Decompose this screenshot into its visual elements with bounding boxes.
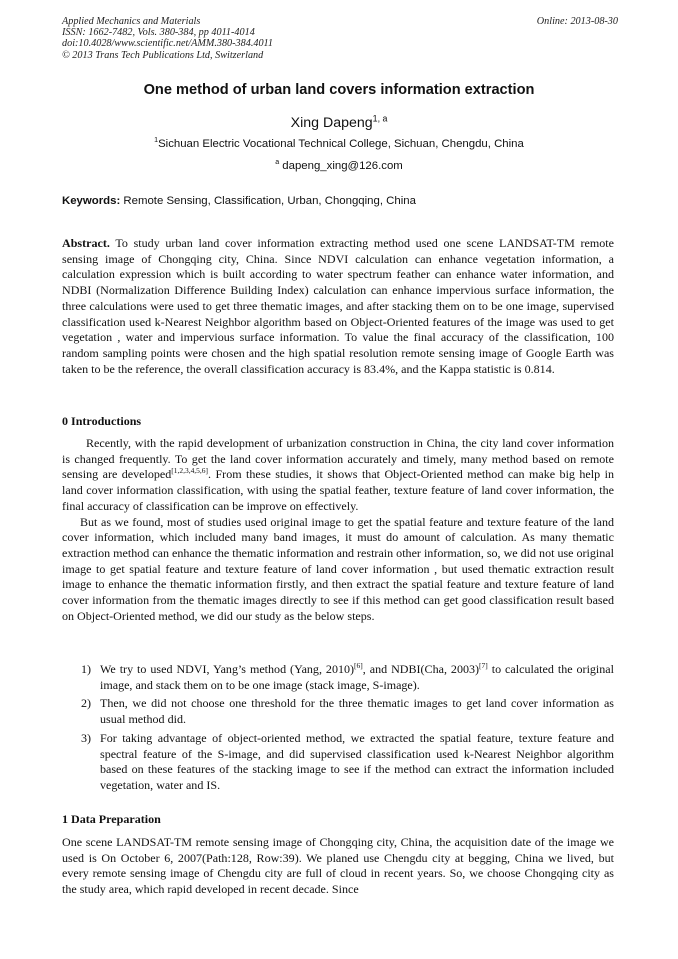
- affiliation-sup: 1: [154, 137, 159, 145]
- abstract: [62, 236, 614, 377]
- list-item-text: Then, we did not choose one threshold for the three thematic images to get land cover information as usual method did.: [100, 696, 614, 727]
- issn-line: ISSN: 1662-7482, Vols. 380-384, pp 4011-4014: [62, 27, 255, 39]
- list-item: [62, 662, 614, 693]
- journal-header: [62, 16, 618, 61]
- list-item-text: For taking advantage of object-oriented method, we extracted the spatial feature, texture feature and spectral feature of the S-image, and did supervised classification used k-Nearest Neighbor algorithm based on these features of the stacking image to see if the method can extract the information included vegetation, water and IS.: [100, 730, 614, 792]
- steps-list: [62, 662, 614, 797]
- intro-p1-ref: [1,2,3,4,5,6]: [171, 466, 208, 476]
- list-item-text: [100, 662, 614, 693]
- abstract-label: Abstract.: [62, 236, 110, 250]
- doi-line: doi:10.4028/www.scientific.net/AMM.380-384.4011: [62, 38, 273, 50]
- author-line: [62, 115, 616, 131]
- journal-name: Applied Mechanics and Materials: [62, 16, 201, 27]
- list-item-text-part: We try to used NDVI, Yang’s method (Yang, 2010): [100, 662, 355, 676]
- affiliation-text: Sichuan Electric Vocational Technical College, Sichuan, Chengdu, China: [158, 138, 524, 150]
- author-name: Xing Dapeng: [290, 115, 373, 131]
- abstract-text: To study urban land cover information extracting method used one scene LANDSAT-TM remote sensing image of Chongqing city, China. Since NDVI calculation can enhance vegetation information, a calculation expression which is built according to water spectrum feather can enhance water information, and NDBI (Normalization Difference Building Index) calculation can enhance impervious surface information, the three calculations were used to get three thematic images, and after stacking them on to be one image, supervised classification used k-Nearest Neighbor algorithm based on Object-Oriented features of the image was used to get vegetation , water and impervious surface information. To value the final accuracy of the classification, 100 random sampling points were chosen and the high spatial resolution remote sensing image of Google Earth was taken to be the reference, the overall classification accuracy is 83.4%, and the Kappa statistic is 0.814.: [62, 236, 614, 376]
- citation-ref: [6]: [354, 660, 363, 670]
- section-heading-introductions: 0 Introductions: [62, 414, 142, 428]
- email-sup: a: [275, 159, 280, 167]
- intro-paragraph-2: But as we found, most of studies used original image to get the spatial feature and texture feature of the land cover information, which included many band images, it must do amount of calculation. As many thematic extraction method can enhance the thematic information and restrain other information, so, we did not use original image to get spatial feature and texture feature of land cover information , but used thematic extraction result image to enhance the thematic information firstly, and then extract the spatial feature and texture feature of land cover information from the thematic images directly to see if this method can get good classification result based on Object-Oriented method, we did our study as the below steps.: [62, 514, 614, 623]
- list-item-number: 3): [80, 730, 91, 745]
- list-item-number: 1): [80, 662, 91, 676]
- section-heading-data-preparation: 1 Data Preparation: [62, 812, 161, 826]
- intro-p1-text: Recently, with the rapid development of urbanization construction in China, the city land cover information is changed frequently. To get the land cover information accurately and timely, many method based on remote sensing are developed: [62, 436, 614, 482]
- list-item: [62, 696, 614, 727]
- data-preparation-paragraph: One scene LANDSAT-TM remote sensing image of Chongqing city, China, the acquisition date of the image we used is On October 6, 2007(Path:128, Row:39). We planed use Chengdu city at begging, China we lived, but every remote sensing image of Chengdu city are full of cloud in recent years. So, we choose Chongqing city as the study area, which rapid developed in recent decade. Since: [62, 835, 614, 897]
- author-sup: 1, a: [372, 113, 388, 124]
- intro-p1-text-cont: . From these studies, it shows that Object-Oriented method can make big help in land cover information classification, with using the spatial feather, texture feature of land cover information, the final accuracy of classification can be improve on effectively.: [62, 467, 614, 513]
- list-item-number: 2): [80, 696, 91, 711]
- online-date: Online: 2013-08-30: [536, 16, 618, 27]
- keywords-text: Remote Sensing, Classification, Urban, Chongqing, China: [123, 195, 416, 207]
- citation-ref: [7]: [479, 660, 488, 670]
- intro-body: [62, 436, 614, 624]
- email-line: [62, 160, 616, 172]
- copyright-line: © 2013 Trans Tech Publications Ltd, Switzerland: [62, 49, 264, 61]
- list-item-text-part: to calculated the original image, and stack them on to be one image (stack image, S-image).: [100, 662, 614, 692]
- email-address: dapeng_xing@126.com: [282, 160, 403, 172]
- paper-title: One method of urban land covers information extraction: [143, 82, 535, 98]
- keywords-label: Keywords:: [62, 195, 121, 207]
- data-preparation-body: [62, 835, 614, 898]
- affiliation: [62, 138, 616, 150]
- list-item-text-part: , and NDBI(Cha, 2003): [362, 662, 480, 676]
- list-item: [62, 731, 614, 794]
- keywords: [62, 195, 622, 207]
- intro-paragraph-1: [62, 436, 614, 515]
